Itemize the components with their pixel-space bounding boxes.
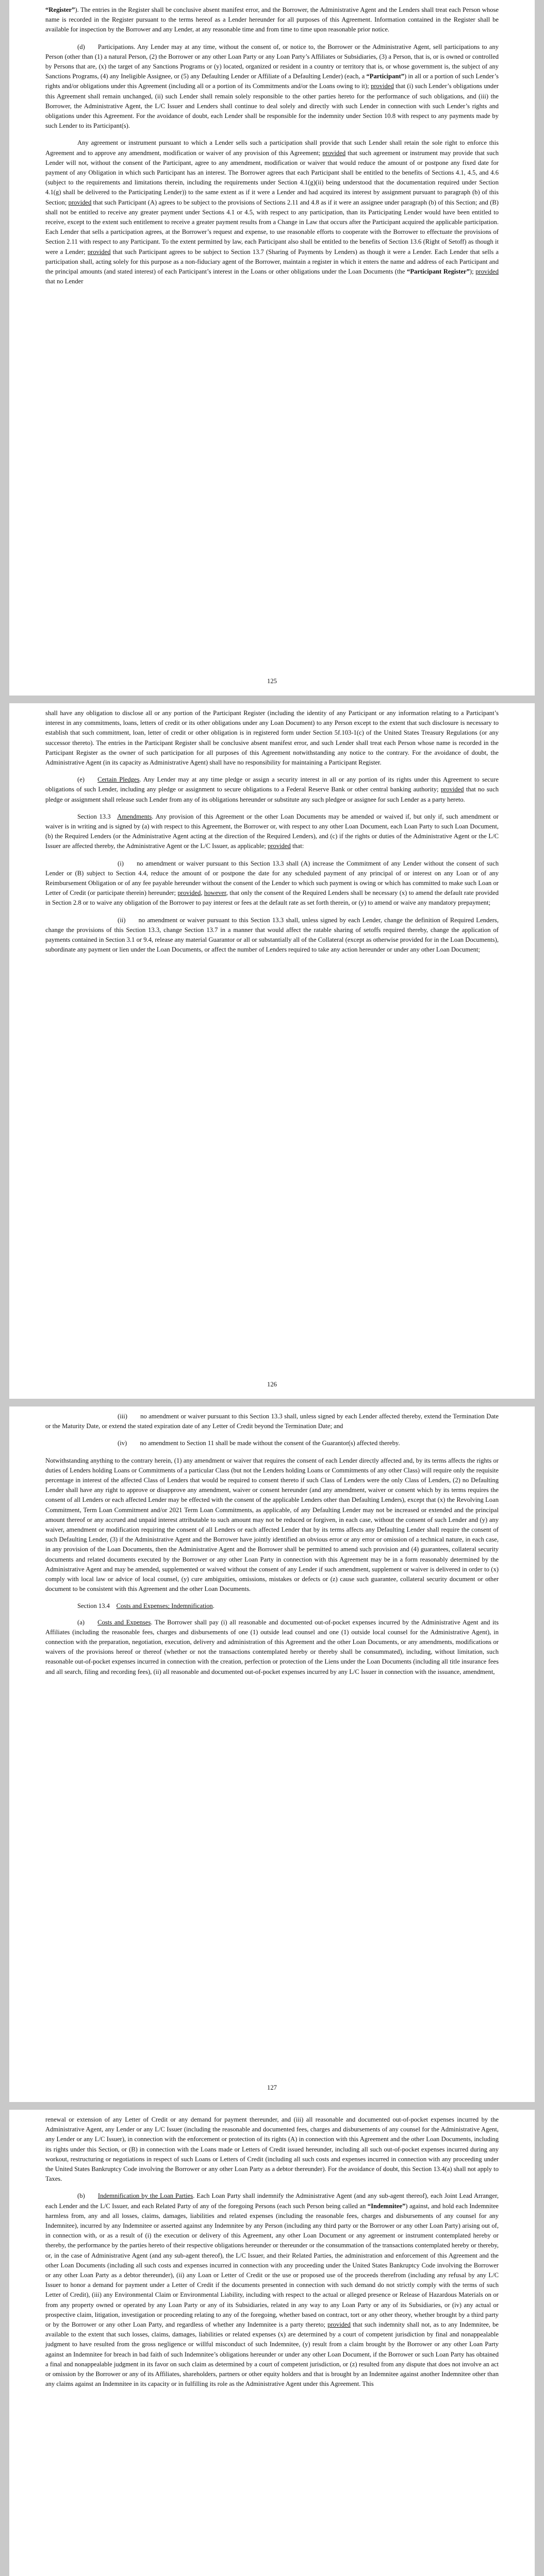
underlined-text: Costs and Expenses; Indemnification [116,1602,213,1610]
text-run: . Any Lender may at any time pledge or assign a security interest in all or any portion of its rights under this Agreement to secure obligations of such Lender, including any pledge or assignment to secure obligations to a Federal Reserve Bank or other central banking authority; [45,776,499,793]
paragraph [45,1618,499,1677]
text-run: that such indemnity shall not, as to any Indemnitee, be available to the extent that such losses, claims, damages, liabilities or related expenses (x) are determined by a court of competent jurisdiction by final and nonappealable judgment to have resulted from the gross negligence or willful misconduct of such Indemnitee, (y) result from a claim brought by the Borrower or any other Loan Party against an Indemnitee for breach in bad faith of such Indemnitee’s obligations hereunder or under any other Loan Document, if the Borrower or such Loan Party has obtained a final and nonappealable judgment in its favor on such claim as determined by a court of competent jurisdiction, or (z) resulted from any dispute that does not involve an act or omission by the Borrower or any of its Affiliates, shareholders, partners or other equity holders and that is brought by an Indemnitee against another Indemnitee other than any claims against an Indemnitee in its capacity or in fulfilling its role as the Administrative Agent under this Agreement. This [45,2321,499,2388]
text-run: that no such pledge or assignment shall release such Lender from any of its obligations hereunder or substitute any such pledgee or assignee for such Lender as a party hereto. [45,786,499,803]
paragraph [45,1412,499,1431]
text-run: (iii) no amendment or waiver pursuant to this Section 13.3 shall, unless signed by each Lender affected thereby, extend the Termination Date or the Maturity Date, or extend the stated expiration date of any Letter of Credit beyond the Termination Date; and [45,1413,499,1430]
text-run: (iv) no amendment to Section 11 shall be made without the consent of the Guarantor(s) affected thereby. [118,1439,400,1447]
text-run: that such Participant (A) agrees to be subject to the provisions of Sections 2.11 and 4.8 as if it were an assignee under paragraph (b) of this Section; and (B) shall not be entitled to receive any greater payment under Sections 4.1 or 4.5, with respect to any participation, than its Participating Lender would have been entitled to receive, except to the extent such entitlement to receive a greater payment results from a Change in Law that occurs after the Participant acquired the applicable participation. Each Lender that sells a participation agrees, at the Borrower’s request and expense, to use reasonable efforts to cooperate with the Borrower to effectuate the provisions of Section 2.11 with respect to any Participant. To the extent permitted by law, each Participant also shall be entitled to the benefits of Section 13.6 (Right of Setoff) as though it were a Lender; [45,198,499,256]
page-number: 125 [267,677,277,685]
text-run: ); [469,268,476,276]
text-run: (ii) no amendment or waiver pursuant to this Section 13.3 shall, unless signed by each Lender, change the definition of Required Lenders, change the provisions of this Section 13.3, change Section 13.7 in a manner that would affect the ratable sharing of setoffs required thereby, change the application of payments contained in Section 3.1 or 9.4, release any material Guarantor or all or substantially all of the Collateral (except as otherwise provided for in the Loan Documents), subordinate any payment or lien under the Loan Documents, or affect the number of Lenders required to take any action hereunder or under any other Loan Document; [45,916,499,954]
page-125 [9,0,535,696]
page-127 [9,1406,535,2102]
paragraph [45,859,499,908]
text-run: . Each Loan Party shall indemnify the Administrative Agent (and any sub-agent thereof), each Joint Lead Arranger, each Lender and the L/C Issuer, and each Related Party of any of the foregoing Persons (each such Person being called an [45,2192,499,2210]
text-run: . Any provision of this Agreement or the other Loan Documents may be amended or waived if, but only if, such amendment or waiver is in writing and is signed by (a) with respect to this Agreement, the Borrower or, with respect to any other Loan Document, each Loan Party to such Loan Document, (b) the Required Lenders (or the Administrative Agent acting at the direction of the Required Lenders), and (c) if the rights or duties of the Administrative Agent or the L/C Issuer are affected thereby, the Administrative Agent or the L/C Issuer, as applicable; [45,812,499,850]
text-run: that such Participant agrees to be subject to Section 13.7 (Sharing of Payments by Lenders) as though it were a Lender. Each Lender that sells a participation shall, acting solely for this purpose as a non-fiduciary agent of the Borrower, maintain a register in which it enters the name and address of each Participant and the principal amounts (and stated interest) of each Participant’s interest in the Loans or other obligations under the Loan Documents (the [45,248,499,276]
text-run: Notwithstanding anything to the contrary herein, (1) any amendment or waiver that requires the consent of each Lender directly affected and, by its terms affects the rights or duties of Lenders holding Loans or Commitments of a particular Class (but not the Lenders holding Loans or Commitments of any other Class) will require only the requisite percentage in interest of the affected Class of Lenders that would be required to consent thereto if such Class of Lenders were the only Class of Lenders, (2) no Defaulting Lender shall have any right to approve or disapprove any amendment, waiver or consent hereunder (and any amendment, waiver or consent which by its terms requires the consent of all Lenders or each affected Lender may be effected with the consent of the applicable Lenders other than Defaulting Lenders), except that (x) the Revolving Loan Commitment, Term Loan Commitment and/or 2021 Term Loan Commitments, as applicable, of any Defaulting Lender may not be increased or extended and the principal amount thereof or any accrued and unpaid interest attributable to such amount may not be reduced or forgiven, in each case, without the consent of such Lender and (y) any waiver, amendment or modification requiring the consent of all Lenders or each affected Lender that by its terms affects any Defaulting Lender shall require the consent of such Defaulting Lender, (3) if the Administrative Agent and the Borrower have jointly identified an obvious error or any error or omission of a technical nature, in each case, in any provision of the Loan Documents, then the Administrative Agent and the Borrower shall be permitted to amend such provision and (4) guarantees, collateral security documents and related documents executed by the Borrower or any other Loan Party in connection with this Agreement may be in a form reasonably determined by the Administrative Agent and may be amended, supplemented or waived without the consent of any Lender if such amendment, supplement or waiver is delivered in order to (x) comply with local law or advice of local counsel, (y) cure ambiguities, omissions, mistakes or defects or (z) cause such guarantee, collateral security document or other document to be consistent with this Agreement and the other Loan Documents. [45,1456,499,1593]
paragraph [45,42,499,131]
underlined-text: provided [322,149,346,157]
underlined-text: provided [68,198,92,206]
text-run: Section 13.3 [77,812,118,820]
underlined-text: Costs and Expenses [97,1618,151,1626]
text-run: (a) [77,1618,98,1626]
underlined-text: provided [440,786,464,793]
underlined-text: Amendments [117,812,152,820]
defined-term: “Participant” [366,73,404,80]
paragraph [45,775,499,805]
text-run: (d) Participations. Any Lender may at any time, without the consent of, or notice to, the Borrower or the Administrative Agent, sell participations to any Person (other than (1) a natural Person, (2) the Borrower or any other Loan Party or any Loan Party’s Affiliates or Subsidiaries, (3) a Person, that is, or is owned or controlled by Persons that are, (x) the target of any Sanctions Programs or (y) located, organized or resident in a country or territory that is, or whose government is, the subject of any Sanctions Programs, (4) any Ineligible Assignee, or (5) any Defaulting Lender or Affiliate of a Defaulting Lender) (each, a [45,43,499,80]
defined-term: “Register” [45,6,75,13]
text-run: . [212,1602,215,1610]
page-126 [9,703,535,1399]
underlined-text: provided [327,2321,351,2329]
text-run: that (i) such Lender’s obligations under this Agreement shall remain unchanged, (ii) such Lender shall remain solely responsible to the other parties hereto for the performance of such obligations, and (iii) the Borrower, the Administrative Agent, the L/C Issuer and Lenders shall continue to deal solely and directly with such Lender in connection with such Lender’s rights and obligations under this Agreement. For the avoidance of doubt, each Lender shall be responsible for the indemnity under Section 10.8 with respect to any payments made by such Lender to its Participant(s). [45,82,499,130]
paragraph [45,1601,499,1611]
underlined-text: Certain Pledges [97,776,140,784]
text-run: shall have any obligation to disclose all or any portion of the Participant Register (including the identity of any Participant or any information relating to a Participant’s interest in any commitments, loans, letters of credit or its other obligations under any Loan Document) to any Person except to the extent that such disclosure is necessary to establish that such commitment, loan, letter of credit or other obligation is in registered form under Section 5f.103-1(c) of the United States Treasury Regulations (or any successor thereto). The entries in the Participant Register shall be conclusive absent manifest error, and such Lender shall treat each Person whose name is recorded in the Participant Register as the owner of such participation for all purposes of this Agreement notwithstanding any notice to the contrary. For the avoidance of doubt, the Administrative Agent (in its capacity as Administrative Agent) shall have no responsibility for maintaining a Participant Register. [45,709,499,767]
paragraph [45,1438,499,1448]
page-number: 127 [267,2084,277,2091]
paragraph [45,812,499,852]
underlined-text: provided [371,82,394,90]
page-128 [9,2110,535,2576]
paragraph [45,2115,499,2184]
text-run: , [201,889,204,897]
underlined-text: provided [87,248,111,256]
text-run: that no Lender [45,278,84,285]
paragraph [45,916,499,955]
text-run: ) against, and hold each Indemnitee harmless from, any and all losses, claims, damages, liabilities and related expenses (including the reasonable fees, charges and disbursements of any counsel for any Indemnitee), incurred by any Indemnitee or asserted against any Indemnitee by any Person (including any third party or the Borrower or any other Loan Party) arising out of, in connection with, or as a result of (i) the execution or delivery of this Agreement, any other Loan Document or any agreement or instrument contemplated hereby or thereby, the performance by the parties hereto of their respective obligations hereunder or thereunder or the consummation of the transactions contemplated hereby or thereby, or, in the case of Administrative Agent (and any sub-agent thereof), the L/C Issuer, and their Related Parties, the administration and enforcement of this Agreement and the other Loan Documents (including all such costs and expenses incurred in connection with any proceeding under the United States Bankruptcy Code involving the Borrower or any other Loan Party as a debtor thereunder), (ii) any Loan or Letter of Credit or the use or proposed use of the proceeds therefrom (including any refusal by any L/C Issuer to honor a demand for payment under a Letter of Credit if the documents presented in connection with such demand do not strictly comply with the terms of such Letter of Credit), (iii) any Environmental Claim or Environmental Liability, including with respect to the actual or alleged presence or Release of Hazardous Materials on or from any property owned or operated by any Loan Party or any of its Subsidiaries, related in any way to any Loan Party or any of its Subsidiaries, or (iv) any actual or prospective claim, litigation, investigation or proceeding relating to any of the foregoing, whether based on contract, tort or any other theory, whether brought by a third party or by the Borrower or any other Loan Party, and regardless of whether any Indemnitee is a party thereto; [45,2202,499,2329]
text-run: (i) no amendment or waiver pursuant to this Section 13.3 shall (A) increase the Commitment of any Lender without the consent of such Lender or (B) subject to Section 4.4, reduce the amount of or postpone the date for any scheduled payment of any principal of or interest on any Loan or of any Reimbursement Obligation or of any fee payable hereunder without the consent of the Lender to which such payment is owing or which has committed to make such Loan or Letter of Credit (or participate therein) hereunder; [45,859,499,897]
underlined-text: provided [268,842,291,850]
paragraph [45,2191,499,2389]
text-run: Any agreement or instrument pursuant to which a Lender sells such a participation shall provide that such Lender shall retain the sole right to enforce this Agreement and to approve any amendment, modification or waiver of any provision of this Agreement; [45,139,499,157]
text-run: ). The entries in the Register shall be conclusive absent manifest error, and the Borrower, the Administrative Agent and the Lenders shall treat each Person whose name is recorded in the Register pursuant to the terms hereof as a Lender hereunder for all purposes of this Agreement. Information contained in the Register shall be available for inspection by the Borrower and any Lender, at any reasonable time and from time to time upon reasonable prior notice. [45,6,499,33]
underlined-text: however [204,889,226,897]
text-run: that such agreement or instrument may provide that such Lender will not, without the consent of the Participant, agree to any amendment, modification or waiver that would reduce the amount of or postpone any fixed date for payment of any Obligation in which such Participant has an interest. The Borrower agrees that each Participant shall be entitled to the benefits of Sections 4.1, 4.5, and 4.6 (subject to the requirements and limitations therein, including the requirements under Section 4.1(g)(ii) being understood that the documentation required under Section 4.1(g) shall be delivered to the Participating Lender)) to the same extent as if it were a Lender and had acquired its interest by assignment pursuant to paragraph (b) of this Section; [45,149,499,206]
page-number: 126 [267,1381,277,1388]
underlined-text: provided [177,889,201,897]
defined-term: “Indemnitee” [367,2202,406,2210]
defined-term: “Participant Register” [407,268,470,276]
text-run: that: [290,842,304,850]
paragraph [45,138,499,286]
text-run: Section 13.4 [77,1602,117,1610]
underlined-text: Indemnification by the Loan Parties [97,2192,193,2200]
paragraph [45,1456,499,1595]
text-run: (e) [77,776,98,784]
text-run: . The Borrower shall pay (i) all reasonable and documented out-of-pocket expenses incurred by the Administrative Agent and its Affiliates (including the reasonable fees, charges and disbursements of one (1) outside lead counsel and one (1) outside local counsel for the Administrative Agent), in connection with the preparation, negotiation, execution, delivery and administration of this Agreement and the other Loan Documents, or any amendments, modifications or waivers of the provisions hereof or thereof (whether or not the transactions contemplated hereby or thereby shall be consummated), including, without limitation, such reasonable out-of-pocket expenses incurred in connection with the creation, perfection or protection of the Liens under the Loan Documents (including all title insurance fees and all search, filing and recording fees), (ii) all reasonable and documented out-of-pocket expenses incurred by any L/C Issuer in connection with the issuance, amendment, [45,1618,499,1675]
paragraph [45,708,499,768]
underlined-text: provided [475,268,499,276]
text-run: ) in all or a portion of such Lender’s rights and/or obligations under this Agreement (including all or a portion of its Commitments and/or the Loans owing to it); [45,73,499,90]
text-run: renewal or extension of any Letter of Credit or any demand for payment thereunder, and (iii) all reasonable and documented out-of-pocket expenses incurred by the Administrative Agent, any Lender or any L/C Issuer (including the reasonable and documented fees, charges and disbursements of any counsel for the Administrative Agent, any Lender or any L/C Issuer), in connection with the enforcement or protection of its rights (A) in connection with this Agreement and the other Loan Documents, including its rights under this Section, or (B) in connection with the Loans made or Letters of Credit issued hereunder, including all such out-of-pocket expenses incurred during any workout, restructuring or negotiations in respect of such Loans or Letters of Credit (including all such costs and expenses incurred in connection with any proceeding under the United States Bankruptcy Code involving the Borrower or any other Loan Party as a debtor thereunder). For the avoidance of doubt, this Section 13.4(a) shall not apply to Taxes. [45,2116,499,2183]
paragraph [45,5,499,35]
text-run: , that only the consent of the Required Lenders shall be necessary (x) to amend the default rate provided in Section 2.8 or to waive any obligation of the Borrower to pay interest or fees at the default rate as set forth therein, or (y) to amend or waive any mandatory prepayment; [45,889,499,907]
text-run: (b) [77,2192,98,2200]
